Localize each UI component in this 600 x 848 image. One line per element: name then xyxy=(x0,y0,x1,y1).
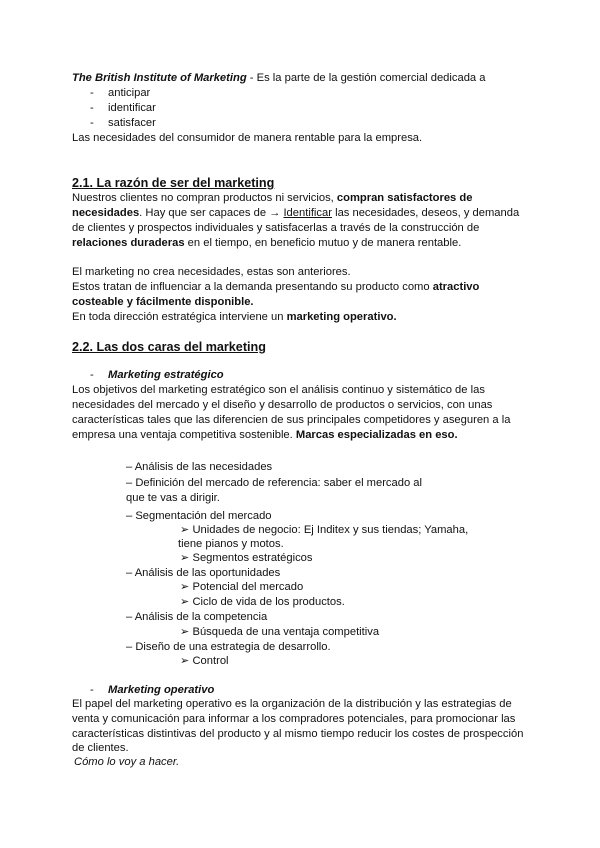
intro-source: The British Institute of Marketing xyxy=(72,72,247,84)
intro-bullet-anticipar: anticipar xyxy=(108,87,151,99)
operative-title: Marketing operativo xyxy=(108,684,215,696)
section1-paragraph-4: En toda dirección estratégica interviene un marketing operativo. xyxy=(72,311,397,323)
operative-closing: Cómo lo voy a hacer. xyxy=(74,756,180,768)
strategic-text-line: empresa una ventaja competitiva sostenible. Marcas especializadas en eso. xyxy=(72,429,458,441)
outline-item: – Diseño de una estrategia de desarrollo. xyxy=(126,641,331,653)
operative-dash: - xyxy=(90,684,94,696)
section1-paragraph-line: de clientes y prospectos individuales y satisfacerlas a través de la construcción de xyxy=(72,222,480,234)
outline-subitem: ➢ Control xyxy=(180,655,229,667)
section1-paragraph-line: Nuestros clientes no compran productos ni servicios, compran satisfactores de xyxy=(72,192,473,204)
outline-item: – Análisis de la competencia xyxy=(126,611,268,623)
section1-paragraph-2: El marketing no crea necesidades, estas son anteriores. xyxy=(72,266,351,278)
outline-item: – Definición del mercado de referencia: saber el mercado al xyxy=(126,477,423,489)
strategic-text-line: necesidades del mercado y el diseño y desarrollo de productos o servicios, con unas xyxy=(72,399,493,411)
outline-subitem: ➢ Búsqueda de una ventaja competitiva xyxy=(180,626,380,638)
outline-subitem: ➢ Ciclo de vida de los productos. xyxy=(180,596,345,608)
outline-item-cont: que te vas a dirigir. xyxy=(126,492,220,504)
section1-paragraph-line: necesidades. Hay que ser capaces de → Identificar las necesidades, deseos, y demanda xyxy=(72,207,520,219)
outline-subitem: ➢ Unidades de negocio: Ej Inditex y sus tiendas; Yamaha, xyxy=(180,524,469,536)
outline-subitem: ➢ Potencial del mercado xyxy=(180,581,304,593)
strategic-dash: - xyxy=(90,369,94,381)
intro-bullet-satisfacer: satisfacer xyxy=(108,117,156,129)
intro-conclusion: Las necesidades del consumidor de manera rentable para la empresa. xyxy=(72,132,423,144)
operative-text-line: El papel del marketing operativo es la organización de la distribución y las estrategias de xyxy=(72,698,512,710)
intro-definition-line xyxy=(72,71,485,86)
outline-item: – Análisis de las necesidades xyxy=(126,461,273,473)
intro-bullet-dash: - xyxy=(90,87,94,99)
outline-item: – Análisis de las oportunidades xyxy=(126,567,281,579)
outline-subitem-cont: tiene pianos y motos. xyxy=(178,538,284,550)
operative-text-line: venta y comunicación para informar a los compradores potenciales, para promocionar las xyxy=(72,713,516,725)
intro-bullet-identificar: identificar xyxy=(108,102,156,114)
section1-paragraph-3-line: costeable y fácilmente disponible. xyxy=(72,296,254,308)
section-heading-2-1: 2.1. La razón de ser del marketing xyxy=(72,176,275,190)
strategic-text-line: Los objetivos del marketing estratégico son el análisis continuo y sistemático de las xyxy=(72,384,485,396)
intro-bullet-dash: - xyxy=(90,117,94,129)
section1-paragraph-line: relaciones duraderas en el tiempo, en beneficio mutuo y de manera rentable. xyxy=(72,237,462,249)
strategic-text-line: características tales que las diferencien de sus principales competidores y aseguren a la xyxy=(72,414,511,426)
operative-text-line: de clientes. xyxy=(72,742,129,754)
outline-item: – Segmentación del mercado xyxy=(126,510,272,522)
intro-bullet-dash: - xyxy=(90,102,94,114)
outline-subitem: ➢ Segmentos estratégicos xyxy=(180,552,313,564)
operative-text-line: características distintivas del producto y al mismo tiempo reducir los costes de prospección xyxy=(72,728,524,740)
section-heading-2-2: 2.2. Las dos caras del marketing xyxy=(72,340,266,354)
strategic-title: Marketing estratégico xyxy=(108,369,224,381)
intro-definition: - Es la parte de la gestión comercial dedicada a xyxy=(246,72,486,84)
section1-paragraph-3-line: Estos tratan de influenciar a la demanda presentando su producto como atractivo xyxy=(72,281,480,293)
